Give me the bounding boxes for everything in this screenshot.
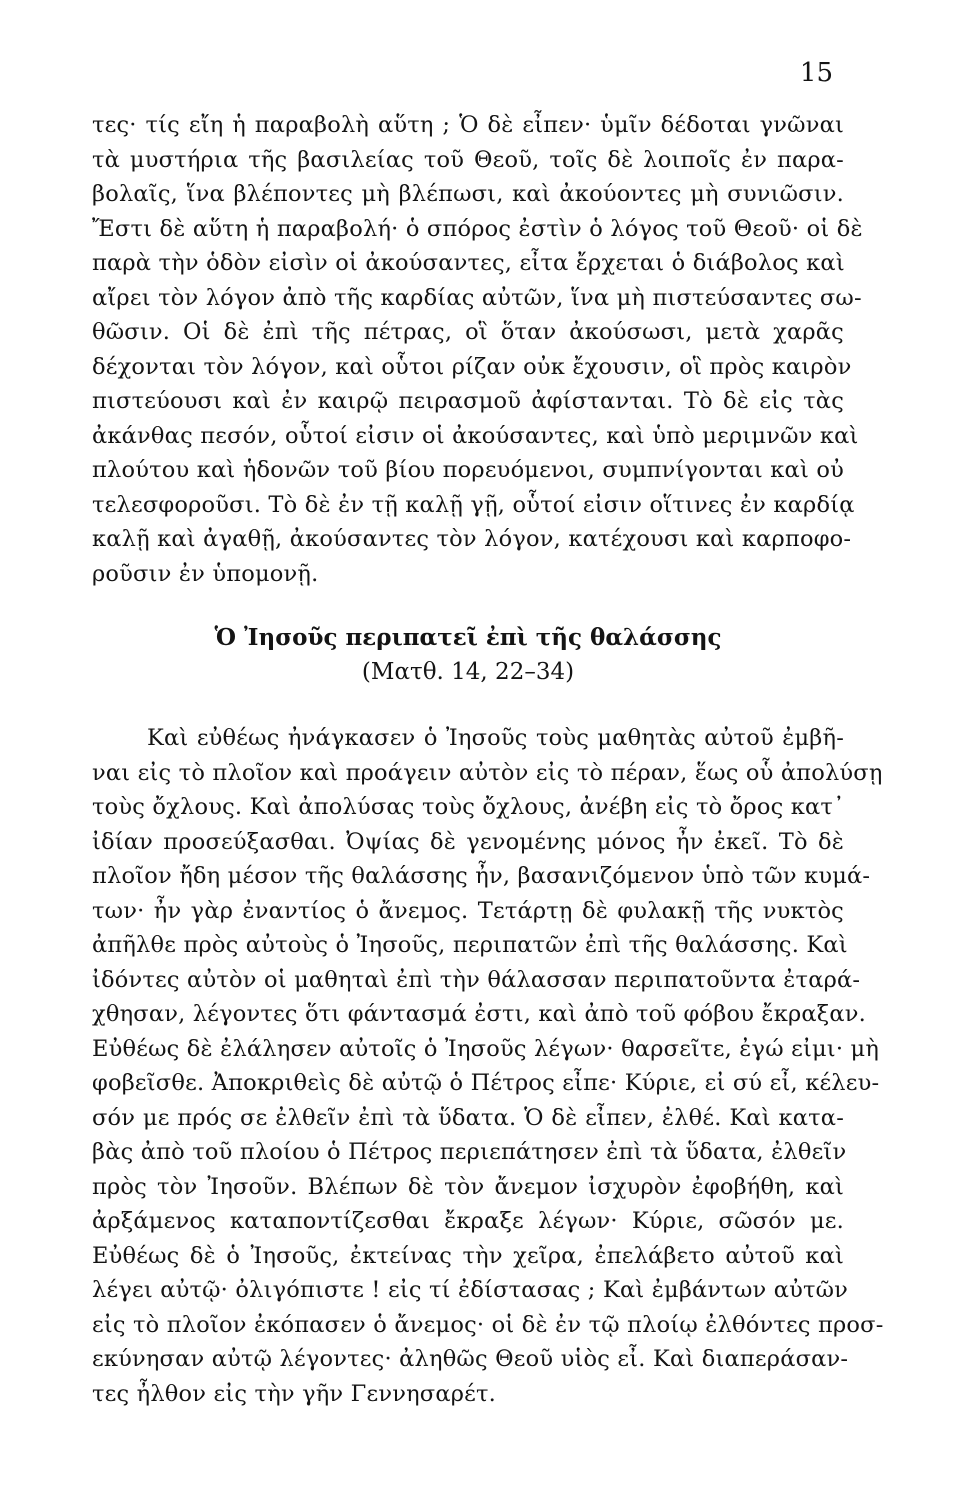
section-reference: (Ματθ. 14, 22–34) <box>361 659 575 685</box>
text-line: αἴρει τὸν λόγον ἀπὸ τῆς καρδίας αὐτῶν, ἵνα μὴ πιστεύσαντες σω- <box>92 284 862 311</box>
text-line: ἰδίαν προσεύξασθαι. Ὀψίας δὲ γενομένης μόνος ἦν ἐκεῖ. Τὸ δὲ <box>92 828 844 855</box>
text-line: τοὺς ὄχλους. Καὶ ἀπολύσας τοὺς ὄχλους, ἀνέβη εἰς τὸ ὄρος κατ᾿ <box>92 794 845 820</box>
text-line: πιστεύουσι καὶ ἐν καιρῷ πειρασμοῦ ἀφίστανται. Τὸ δὲ εἰς τὰς <box>92 388 844 414</box>
paragraph-walking-on-water <box>92 721 884 1411</box>
text-line: λέγει αὐτῷ· ὀλιγόπιστε ! εἰς τί ἐδίστασας ; Καὶ ἐμβάντων αὐτῶν <box>92 1277 849 1303</box>
text-line: θῶσιν. Οἱ δὲ ἐπὶ τῆς πέτρας, οἳ ὅταν ἀκούσωσι, μετὰ χαρᾶς <box>92 319 844 345</box>
text-line: φοβεῖσθε. Ἀποκριθεὶς δὲ αὐτῷ ὁ Πέτρος εἶπε· Κύριε, εἰ σύ εἶ, κέλευ- <box>92 1070 880 1096</box>
text-line: τὰ μυστήρια τῆς βασιλείας τοῦ Θεοῦ, τοῖς δὲ λοιποῖς ἐν παρα- <box>92 146 844 173</box>
text-line: δέχονται τὸν λόγον, καὶ οὗτοι ρίζαν οὐκ ἔχουσιν, οἳ πρὸς καιρὸν <box>92 353 852 380</box>
text-line: πλούτου καὶ ἡδονῶν τοῦ βίου πορευόμενοι, συμπνίγονται καὶ οὐ <box>92 457 844 483</box>
text-line: Εὐθέως δὲ ἐλάλησεν αὐτοῖς ὁ Ἰησοῦς λέγων· θαρσεῖτε, ἐγώ εἰμι· μὴ <box>92 1035 880 1062</box>
text-line: ἀκάνθας πεσόν, οὗτοί εἰσιν οἱ ἀκούσαντες, καὶ ὑπὸ μεριμνῶν καὶ <box>92 422 859 449</box>
text-line: πρὸς τὸν Ἰησοῦν. Βλέπων δὲ τὸν ἄνεμον ἰσχυρὸν ἐφοβήθη, καὶ <box>92 1173 844 1200</box>
text-line: ἀρξάμενος καταποντίζεσθαι ἔκραξε λέγων· Κύριε, σῶσόν με. <box>92 1208 844 1234</box>
text-line: καλῇ καὶ ἀγαθῇ, ἀκούσαντες τὸν λόγον, κατέχουσι καὶ καρποφο- <box>92 526 852 552</box>
text-line: ροῦσιν ἐν ὑπομονῇ. <box>92 560 319 587</box>
text-line: χθησαν, λέγοντες ὅτι φάντασμά ἐστι, καὶ ἀπὸ τοῦ φόβου ἔκραξαν. <box>92 1001 867 1027</box>
text-line: σόν με πρός σε ἐλθεῖν ἐπὶ τὰ ὕδατα. Ὁ δὲ εἶπεν, ἐλθέ. Καὶ κατα- <box>92 1104 844 1131</box>
text-line: των· ἦν γὰρ ἐναντίος ὁ ἄνεμος. Τετάρτῃ δὲ φυλακῇ τῆς νυκτὸς <box>92 897 844 924</box>
text-line: τες· τίς εἴη ἡ παραβολὴ αὕτη ; Ὁ δὲ εἶπεν· ὑμῖν δέδοται γνῶναι <box>92 112 844 138</box>
text-line: Εὐθέως δὲ ὁ Ἰησοῦς, ἐκτείνας τὴν χεῖρα, ἐπελάβετο αὐτοῦ καὶ <box>92 1242 844 1269</box>
text-line: ναι εἰς τὸ πλοῖον καὶ προάγειν αὐτὸν εἰς τὸ πέραν, ἕως οὗ ἀπολύσῃ <box>92 759 883 786</box>
text-line: πλοῖον ἤδη μέσον τῆς θαλάσσης ἦν, βασανιζόμενον ὑπὸ τῶν κυμά- <box>92 863 871 889</box>
text-line: Ἔστι δὲ αὕτη ἡ παραβολή· ὁ σπόρος ἐστὶν ὁ λόγος τοῦ Θεοῦ· οἱ δὲ <box>92 215 863 242</box>
text-line: βολαῖς, ἵνα βλέποντες μὴ βλέπωσι, καὶ ἀκούοντες μὴ συνιῶσιν. <box>92 181 844 207</box>
text-column <box>92 108 884 1411</box>
text-line: εκύνησαν αὐτῷ λέγοντες· ἀληθῶς Θεοῦ υἱὸς εἶ. Καὶ διαπεράσαν- <box>92 1346 849 1372</box>
text-line: ἰδόντες αὐτὸν οἱ μαθηταὶ ἐπὶ τὴν θάλασσαν περιπατοῦντα ἐταρά- <box>92 966 861 993</box>
text-line: παρὰ τὴν ὁδὸν εἰσὶν οἱ ἀκούσαντες, εἶτα ἔρχεται ὁ διάβολος καὶ <box>92 250 845 276</box>
text-line: τελεσφοροῦσι. Τὸ δὲ ἐν τῇ καλῇ γῇ, οὗτοί εἰσιν οἵτινες ἐν καρδίᾳ <box>92 491 855 518</box>
text-line: εἰς τὸ πλοῖον ἐκόπασεν ὁ ἄνεμος· οἱ δὲ ἐν τῷ πλοίῳ ἐλθόντες προσ- <box>92 1311 884 1338</box>
paragraph-parable <box>92 108 863 591</box>
page-number: 15 <box>799 58 833 88</box>
text-line: Καὶ εὐθέως ἠνάγκασεν ὁ Ἰησοῦς τοὺς μαθητὰς αὐτοῦ ἐμβῆ- <box>147 725 844 751</box>
text-line: τες ἦλθον εἰς τὴν γῆν Γεννησαρέτ. <box>92 1380 497 1407</box>
section-title: Ὁ Ἰησοῦς περιπατεῖ ἐπὶ τῆς θαλάσσης <box>214 624 722 651</box>
text-line: ἀπῆλθε πρὸς αὐτοὺς ὁ Ἰησοῦς, περιπατῶν ἐπὶ τῆς θαλάσσης. Καὶ <box>92 932 848 958</box>
text-line: βὰς ἀπὸ τοῦ πλοίου ὁ Πέτρος περιεπάτησεν ἐπὶ τὰ ὕδατα, ἐλθεῖν <box>92 1139 847 1165</box>
